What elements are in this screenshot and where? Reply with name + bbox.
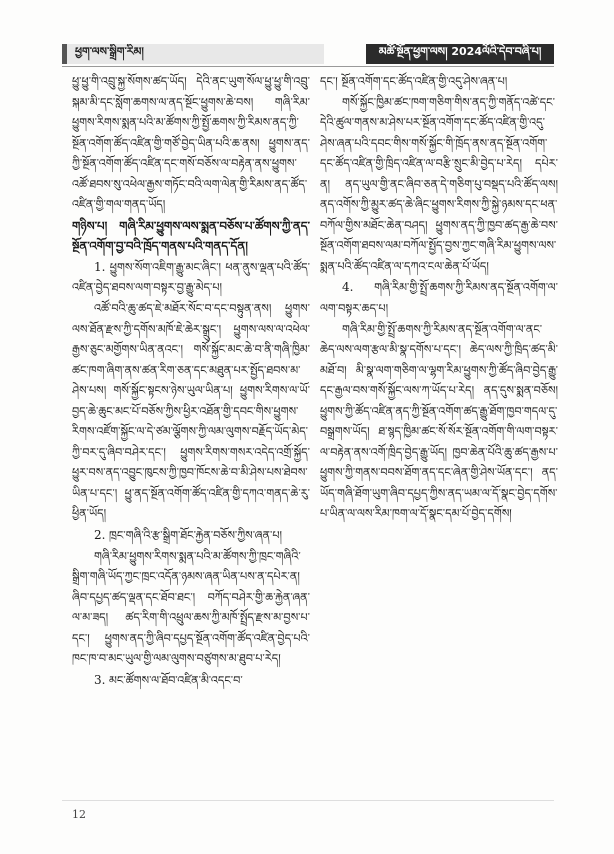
page-number: 12 bbox=[72, 808, 86, 821]
paragraph: ཕྱུ་ཕྱུ་གི་འབྲུ་སྐྱ་སོགས་ཚད་ཡོད། དེའི་ནང་ཡུག་སོལ་ཕྱུ་ཕྱུ་གི་འབྲུ་སྐམ་མི་དང་སློག་ཆགས་ལ་ནད་སྔོང་ཕྱུགས་ཆེ་བས། གཞི་རིམ་ཕྱུགས་རིགས་སྨན་པའི་མ་ཚོགས་ཀྱི་སྤྱོ་ཆགས་ཀྱི་རིམས་ནད་ཀྱི་སྔོན་འགོག་ཚོད་འཛིན་གྱི་གཙོ་བྱེད་ཡིན་པའི་ཆ་ནས། ཕྱུགས་ནད་ཀྱི་སྔོན་འགོག་ཚོད་འཛིན་དང་གསོ་བཅོས་ལ་བརྟེན་ནས་ཕྱུགས་འཚོ་ཐབས་སུ་འཕེལ་རྒྱས་གཏོང་བའི་ལག་ལེན་གྱི་རིམས་ནད་ཚོད་འཛིན་གྱི་གལ་གནད་ཡོད། bbox=[72, 75, 310, 212]
left-column bbox=[72, 72, 310, 792]
numbered-item bbox=[72, 670, 310, 692]
running-header-section bbox=[62, 44, 324, 64]
item-text: ཕྱུགས་སོག་འཇིག་རྒྱུ་མང་ཞིང་། ཕན་ནུས་ལྡན་པའི་ཚོད་འཛིན་བྱེད་ཐབས་ལག་བསྟར་བྱ་རྒྱུ་མེད་པ། bbox=[72, 260, 310, 295]
item-number: 3. bbox=[94, 672, 106, 687]
numbered-item bbox=[320, 277, 558, 319]
running-header-journal bbox=[366, 44, 554, 64]
item-number: 1. bbox=[94, 259, 106, 274]
section-heading: གཉིས་པ། གཞི་རིམ་ཕྱུགས་ལས་སྨན་བཅོས་པ་ཚོགས་ཀྱི་ནད་སྔོན་འགོག་བྱ་བའི་ཁྲོད་གནས་པའི་གནད་དོན། bbox=[72, 218, 310, 254]
item-text: གཞི་རིམ་གྱི་སྤྲོ་ཆགས་ཀྱི་རིམས་ནད་སྔོན་འགོག་ལ་ལག་བསྟར་ཆད་པ། bbox=[320, 281, 558, 316]
right-column bbox=[320, 72, 558, 792]
numbered-item bbox=[72, 257, 310, 299]
paragraph: འཚོ་བའི་ཆུ་ཚད་ཇེ་མཐོར་སོང་བ་དང་བསྟུན་ནས། ཕྱུགས་ལས་ཐོན་རྫས་ཀྱི་དགོས་མཁོ་ཇེ་ཆེར་སྒྲུང་། ཕྱུགས་ལས་ལ་འཕེལ་རྒྱས་ཅུང་མགྱོགས་ཡིན་ནའང་། གསོ་སྐྱོང་མང་ཆེ་བ་ནི་གཞི་ཁྱིམ་ཚང་ཁག་ཞིག་ནས་ཚན་རིག་ཅན་དང་མཐུན་པར་སྤྱོད་ཐབས་མ་ཤེས་པས། གསོ་སྐྱོང་སྟངས་ཉེས་ཡུལ་ཡིན་པ། ཕྱུགས་རིགས་ལ་ཡོ་བྱད་ཆེ་ཆུང་མང་པོ་བཅོས་ཀྱིས་ཕྱིར་འཐོན་གྱི་དབང་གིས་ཕྱུགས་རིགས་འཛོག་སྐྱོང་ལ་དེ་ཙམ་ལྕོགས་ཀྱི་ལམ་ལུགས་བརྗོད་ཡོད་མེད་ཀྱི་བར་དུ་ཞིབ་བཤེར་དང་། ཕྱུགས་རིགས་གསར་འདེད་འགྲོ་སྐྱོད་ཕྱུར་བས་ནད་འབྱུང་ཁུངས་ཀྱི་ཁྱབ་ཁོངས་ཆེ་བ་མི་ཤེས་པས་ཐེབས་ཡིན་པ་དང་། ཕྱུ་ནད་སྔོན་འགོག་ཚོད་འཛིན་གྱི་དཀའ་གནད་ཆེ་རུ་ཕྱིན་ཡོད། bbox=[72, 302, 310, 521]
paragraph: གཞི་རིམ་ཕྱུགས་རིགས་སྨན་པའི་མ་ཚོགས་ཀྱི་ཁྲང་གཞིའི་སྒྲིག་གཞི་ཡོད་ཀྱང་ཁྲང་འདོན་ཉམས་ཞན་ཡིན་པས་ན་དཔེར་ན། ཞིབ་དཔྱད་ཚད་ལྡན་དང་ཐོབ་ཐང་། བཀོད་བཤེར་གྱི་ཆ་རྐྱེན་ཞན་ལ་མ་ཟད། ཚད་རིག་གི་འཕྲུལ་ཆས་ཀྱི་མཁོ་སྤྲོད་རྫས་མ་བྱས་པ་དང་། ཕྱུགས་ནད་ཀྱི་ཞིབ་དཔྱད་སྔོན་འགོག་ཚོད་འཛིན་བྱེད་པའི་ཁང་ཁ་བ་མང་ཡུལ་གྱི་ལམ་ལུགས་བཙུགས་མ་ཐུབ་པ་རེད། bbox=[72, 549, 310, 666]
item-number: 2. bbox=[94, 528, 106, 543]
numbered-item bbox=[72, 525, 310, 547]
paragraph: གཞི་རིམ་གྱི་སྤྲོ་ཆགས་ཀྱི་རིམས་ནད་སྔོན་འགོག་ལ་ནང་ཆེད་ལས་ལག་རྩལ་མི་སྣ་དགོས་པ་དང་། ཆེད་ལས་ཀྱི་ཁྲིད་ཚད་མི་མཐོ་བ། མི་སྣ་ལག་གཅིག་ལ་ལྷག་རིམ་ཕྱུགས་ཀྱི་ཚོད་ཞིབ་བྱེད་རྒྱུ་དང་རྒྱལ་བས་གསོ་སྐྱོང་ལས་ཀ་ཡོད་པ་རེད། ནད་དུས་སྨན་བཅོས། ཕྱུགས་ཀྱི་ཚོད་འཛིན་ནད་ཀྱི་སྔོན་འགོག་ཚད་རྒྱུ་ཐོག་ཁྱབ་གདལ་དུ་བསྒྲགས་ཡོད། ཐ་སྙད་ཁྱིམ་ཚང་སོ་སོར་སྔོན་འགོག་གི་ལག་བསྟར་ལ་བརྟེན་ནས་འགོ་ཁྲིད་བྱེད་རྒྱུ་ཡོད། ཁྱབ་ཆེན་པོའི་ཆུ་ཚད་རྒྱས་པ་ཕྱུགས་ཀྱི་གནས་བབས་ཐོག་ནད་དང་ཞེན་གྱི་ཤེས་ཡོན་དང་། ནད་ཡོད་གཞི་ཐོག་ཡུག་ཞིབ་དཔྱད་ཀྱིས་ནད་ཡམ་ལ་དོ་སྣང་བྱེད་དགོས་པ་ཡིན་ལ་ལས་རིམ་ཁག་ལ་དོ་སྣང་དམ་པོ་བྱེད་དགོས། bbox=[320, 322, 558, 521]
footer-divider bbox=[62, 800, 554, 801]
item-number: 4. bbox=[342, 280, 354, 295]
item-text: མང་ཚོགས་ལ་ཐོབ་འཛིན་མི་འདང་བ་ bbox=[109, 673, 243, 687]
paragraph: གསོ་སྐྱོང་ཁྱིམ་ཚང་ཁག་གཅིག་གིས་ནད་ཀྱི་གནོད་འཚེ་དང་དེའི་ཚུལ་གནས་མ་ཤེས་པར་སྔོན་འགོག་དང་ཚོད་འཛིན་གྱི་འདུ་ཤེས་ཞན་པའི་དབང་གིས་གསོ་སྐྱོང་གི་ཁྲོད་ནས་ནད་སྔོན་འགོག་དང་ཚོད་འཛིན་གྱི་ཁྲིད་འཛིན་ལ་བརྩི་སྲུང་མི་བྱེད་པ་རེད། དཔེར་ན། ནད་ཡུལ་གྱི་ནང་ཞིབ་ཅན་དེ་གཅིག་པུ་བསྡད་པའི་ཚོད་ལས། ནད་འགོས་ཀྱི་མྱུར་ཚད་ཆེ་ཞིང་ཕྱུགས་རིགས་ཀྱི་སྐྱེ་ཉམས་དང་ཕན་བཀོལ་གྱིས་མཐོང་ཆེན་བཤད། ཕྱུགས་ནད་ཀྱི་ཁྱབ་ཚད་རྒྱ་ཆེ་བས་སྔོན་འགོག་ཐབས་ལམ་བཀོལ་སྤྱོད་བྱས་ཀྱང་གཞི་རིམ་ཕྱུགས་ལས་སྨན་པའི་ཚོད་འཛིན་ལ་དཀའ་ངལ་ཆེན་པོ་ཡོད། bbox=[320, 95, 558, 273]
item-text: ཁྲང་གཞི་འི་རྩ་སྒྲིག་ཐོང་རྐྱེན་བཅོས་ཀྱིས་ཞན་པ། bbox=[109, 529, 283, 543]
paragraph: དང་། སྔོན་འགོག་དང་ཚོད་འཛིན་གྱི་འདུ་ཤེས་ཞན་པ། bbox=[320, 75, 508, 88]
journal-title: མཚོ་སྔོན་ཕྱག་ལས། 2024ལོའི་དེབ་བཞི་པ། bbox=[378, 44, 542, 58]
header-divider bbox=[62, 66, 554, 67]
section-title: ཕྱག་ལས་སྒྲིག་རིམ། bbox=[75, 44, 144, 58]
